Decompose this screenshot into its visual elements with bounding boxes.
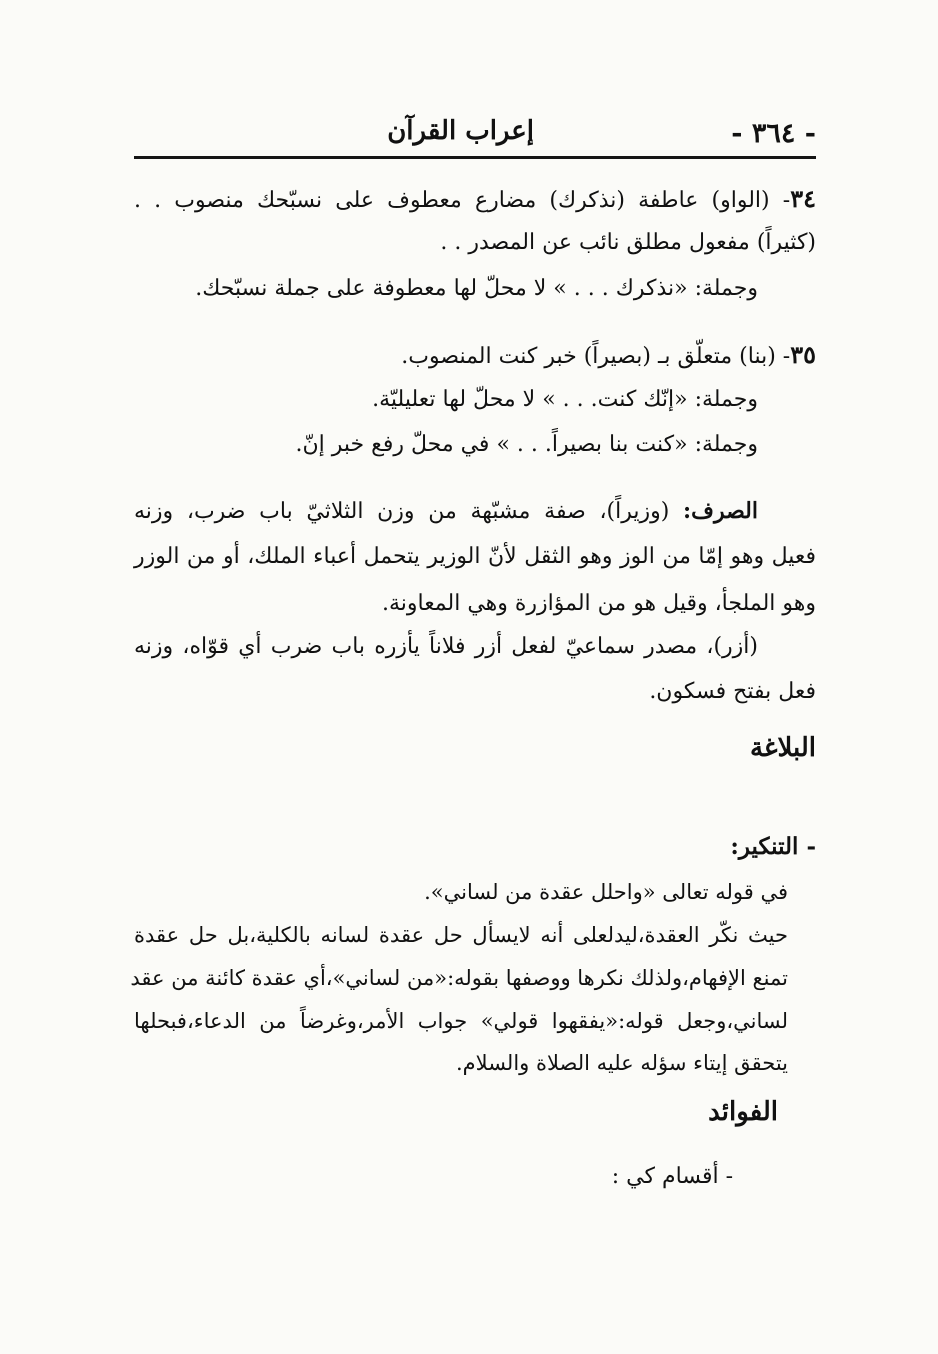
header-rule <box>134 156 816 159</box>
fawaid-line-1: - أقسام كي : <box>611 1164 733 1189</box>
section-heading-balagha: البلاغة <box>749 733 816 763</box>
item-34-line-1: ٣٤- (الواو) عاطفة (نذكرك) مضارع معطوف على نسبّحك منصوب . . <box>134 184 816 213</box>
item-35-line-1: ٣٥- (بنا) متعلّق بـ (بصيراً) خبر كنت المنصوب. <box>401 340 816 369</box>
item-35-number: ٣٥ <box>790 340 816 369</box>
sarf-label: الصرف: <box>683 498 758 524</box>
item-34-number: ٣٤ <box>790 184 816 213</box>
balagha-line-1: في قوله تعالى «واحلل عقدة من لساني». <box>424 880 788 904</box>
section-heading-fawaid: الفوائد <box>708 1097 778 1127</box>
sarf-line-5: فعل بفتح فسكون. <box>649 679 816 704</box>
item-35-line-2: وجملة: «إنّك كنت. . . » لا محلّ لها تعليليّة. <box>372 387 758 412</box>
sarf-line-4: (أزر)، مصدر سماعيّ لفعل أزر فلاناً يأزره باب ضرب أي قوّاه، وزنه <box>134 634 758 659</box>
balagha-subheading: - التنكير: <box>730 833 816 860</box>
sarf-line-3: وهو الملجأ، وقيل هو من المؤازرة وهي المعاونة. <box>381 591 816 616</box>
item-35-line-3: وجملة: «كنت بنا بصيراً. . . » في محلّ رفع خبر إنّ. <box>295 432 758 457</box>
book-title: إعراب القرآن <box>387 116 534 146</box>
sarf-line-1: الصرف: (وزيراً)، صفة مشبّهة من وزن الثلاثيّ باب ضرب، وزنه <box>134 498 758 524</box>
balagha-line-3: تمنع الإفهام،ولذلك نكرها ووصفها بقوله:«من لساني»،أي عقدة كائنة من عقد <box>130 966 788 990</box>
page-header <box>134 112 816 156</box>
balagha-line-4: لساني،وجعل قوله:«يفقهوا قولي» جواب الأمر،وغرضاً من الدعاء،فبحلها <box>134 1009 788 1033</box>
item-34-line-3: وجملة: «نذكرك . . . » لا محلّ لها معطوفة على جملة نسبّحك. <box>195 276 758 301</box>
page-number: - ٣٦٤ - <box>731 118 816 149</box>
balagha-line-2: حيث نكّر العقدة،ليدلعلى أنه لايسأل حل عقدة لسانه بالكلية،بل حل عقدة <box>134 923 788 947</box>
balagha-line-5: يتحقق إيتاء سؤله عليه الصلاة والسلام. <box>455 1051 788 1075</box>
sarf-line-2: فعيل وهو إمّا من الوز وهو الثقل لأنّ الوزير يتحمل أعباء الملك، أو من الوزر <box>134 544 816 569</box>
item-34-line-2: (كثيراً) مفعول مطلق نائب عن المصدر . . <box>440 230 816 255</box>
